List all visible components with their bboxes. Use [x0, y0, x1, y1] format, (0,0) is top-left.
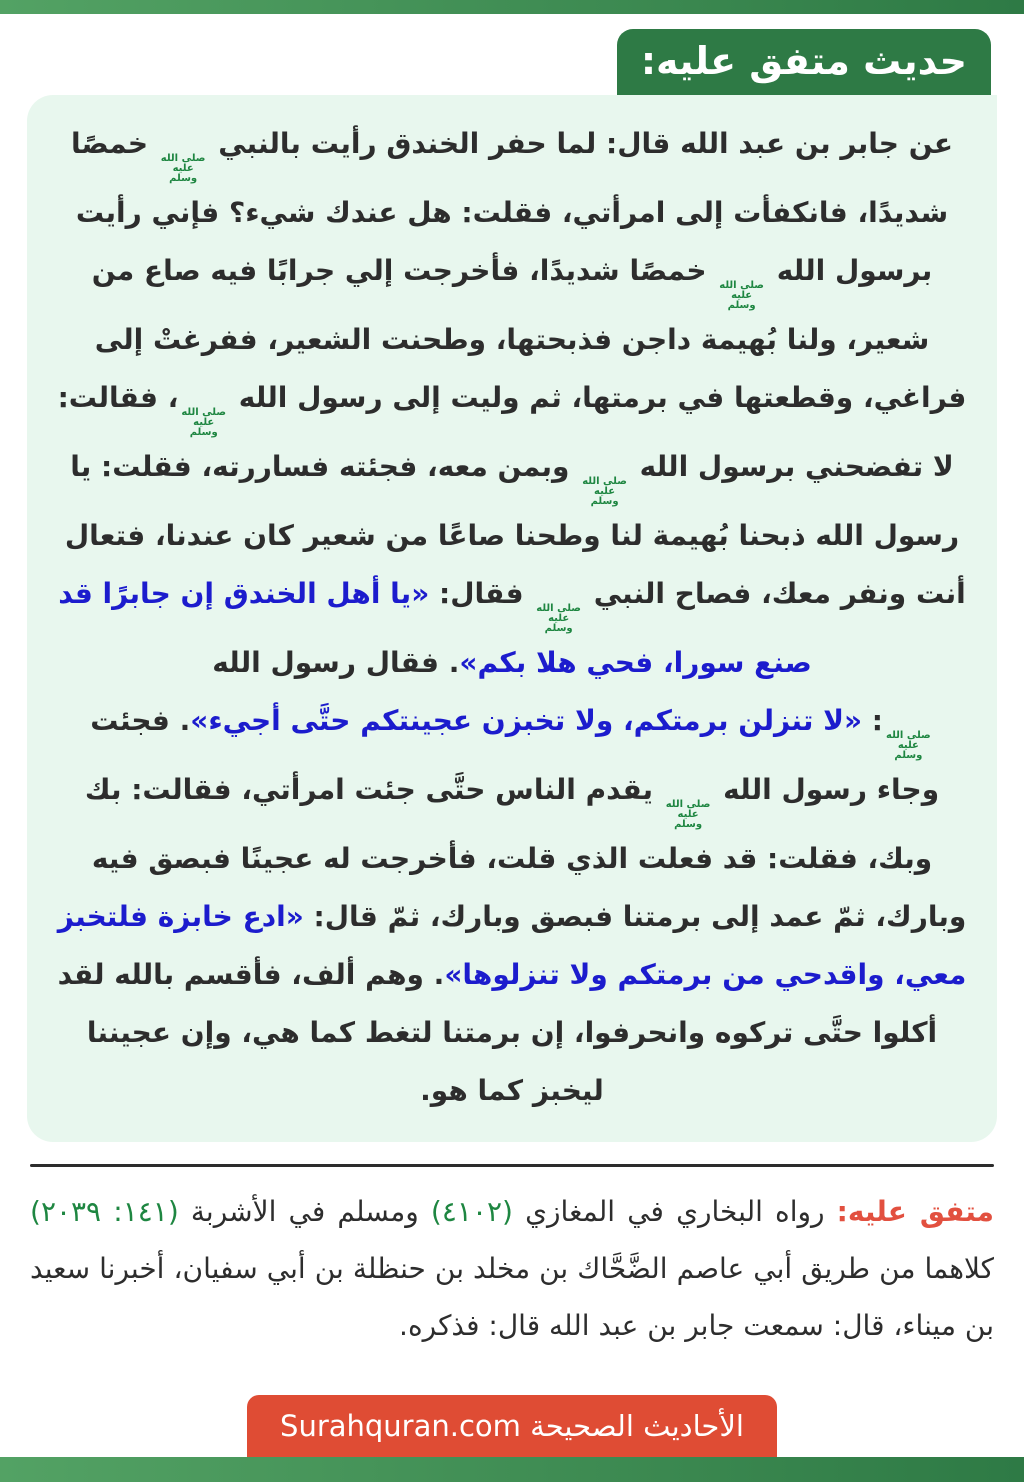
hadith-segment: عن جابر بن عبد الله قال: لما حفر الخندق رأيت بالنبي [208, 127, 954, 160]
hadith-segment: . وهم ألف، فأقسم بالله لقد أكلوا حتَّى تركوه وانحرفوا، إن برمتنا لتغط كما هي، وإن عجيننا ليخبز كما هو. [57, 958, 938, 1107]
hadith-segment: خمصًا شديدًا، فأخرجت إلي جرابًا فيه صاع من شعير، ولنا بُهيمة داجن فذبحتها، وطحنت الشعير، ففرغتْ إلى فراغي، وقطعتها في برمتها، ثم وليت إلى رسول الله [91, 254, 967, 414]
hadith-segment: «ادع خابزة فلتخبز معي، واقدحي من برمتكم ولا تنزلوها» [57, 900, 967, 991]
hadith-segment: يقدم الناس حتَّى جئت امرأتي، فقالت: بك وبك، فقلت: قد فعلت الذي قلت، فأخرجت له عجينًا فبصق فيه وبارك، ثمّ عمد إلى برمتنا فبصق وبارك، ثمّ قال: [84, 773, 967, 933]
takhrij-text [30, 1183, 994, 1354]
hadith-segment: فقال: [429, 577, 534, 610]
takhrij-segment: رواه البخاري في المغازي [512, 1195, 837, 1228]
hadith-segment: وبمن معه، فجئته فساررته، فقلت: يا رسول الله ذبحنا بُهيمة لنا وطحنا صاعًا من شعير كان عندنا، فتعال أنت ونفر معك، فصاح النبي [64, 450, 966, 610]
takhrij-segment: (٤١٠٢) [430, 1195, 513, 1228]
hadith-segment: خمصًا شديدًا، فانكفأت إلى امرأتي، فقلت: هل عندك شيء؟ فإني رأيت برسول الله [70, 127, 949, 287]
takhrij-segment: متفق عليه: [836, 1195, 994, 1228]
sallallahu-alayhi-wasallam-icon: صلى الله عليه وسلم [160, 153, 206, 184]
hadith-text [55, 115, 969, 1120]
hadith-segment: ، فقالت: لا تفضحني برسول الله [57, 381, 954, 483]
hadith-type-badge: حديث متفق عليه: [617, 29, 991, 95]
sallallahu-alayhi-wasallam-icon: صلى الله عليه وسلم [719, 280, 764, 311]
hadith-segment: «يا أهل الخندق إن جابرًا قد صنع سورا، فحي هلا بكم» [58, 577, 812, 679]
sallallahu-alayhi-wasallam-icon: صلى الله عليه وسلم [181, 407, 227, 438]
sallallahu-alayhi-wasallam-icon: صلى الله عليه وسلم [886, 730, 931, 761]
divider-line [30, 1164, 994, 1167]
hadith-segment: . فقال رسول الله [212, 646, 460, 679]
hadith-segment: : [862, 704, 884, 737]
takhrij-segment: ومسلم في الأشربة [178, 1195, 431, 1228]
hadith-text-card [27, 95, 997, 1142]
sallallahu-alayhi-wasallam-icon: صلى الله عليه وسلم [582, 476, 627, 507]
top-accent-bar [0, 0, 1024, 14]
bottom-accent-bar [0, 1457, 1024, 1482]
sallallahu-alayhi-wasallam-icon: صلى الله عليه وسلم [665, 799, 711, 830]
hadith-segment: «لا تنزلن برمتكم، ولا تخبزن عجينتكم حتَّى أجيء» [190, 704, 863, 737]
takhrij-segment: (١٤١: ٢٠٣٩) [30, 1195, 179, 1228]
hadith-segment: . فجئت وجاء رسول الله [90, 704, 940, 806]
takhrij-segment: كلاهما من طريق أبي عاصم الضَّحَّاك بن مخلد بن حنظلة بن أبي سفيان، أخبرنا سعيد بن ميناء، قال: سمعت جابر بن عبد الله قال: فذكره. [30, 1252, 994, 1342]
surahquran-link-button[interactable]: الأحاديث الصحيحة Surahquran.com [247, 1395, 777, 1457]
sallallahu-alayhi-wasallam-icon: صلى الله عليه وسلم [536, 603, 581, 634]
